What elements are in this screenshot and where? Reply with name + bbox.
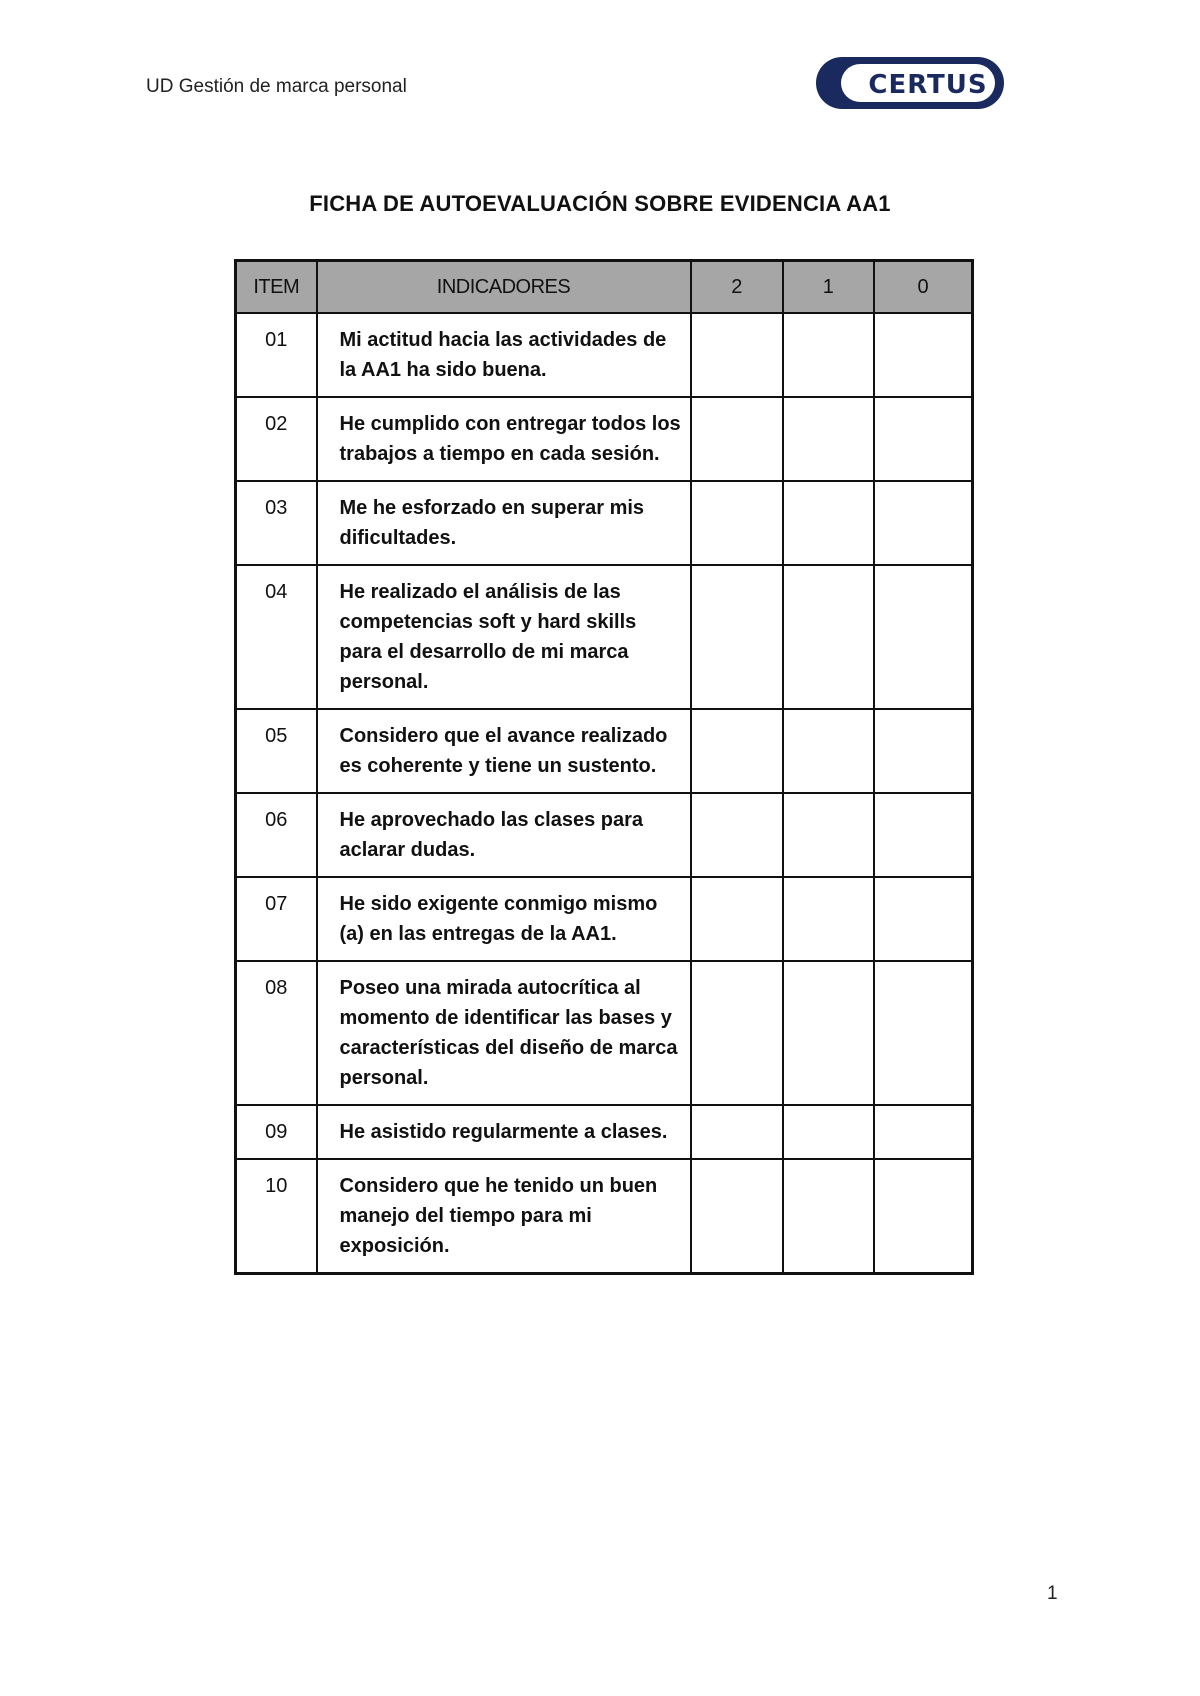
item-number: 04 — [236, 565, 317, 709]
indicator-text: He aprovechado las clases para aclarar dudas. — [317, 793, 691, 877]
score-1-cell[interactable] — [783, 1105, 874, 1159]
column-header-item: ITEM — [236, 261, 317, 314]
score-0-cell[interactable] — [874, 481, 973, 565]
certus-logo — [814, 55, 1006, 111]
indicator-text: Considero que he tenido un buen manejo del tiempo para mi exposición. — [317, 1159, 691, 1274]
item-number: 01 — [236, 313, 317, 397]
table-row — [236, 877, 973, 961]
column-header-score-0: 0 — [874, 261, 973, 314]
score-2-cell[interactable] — [691, 877, 783, 961]
score-1-cell[interactable] — [783, 1159, 874, 1274]
score-0-cell[interactable] — [874, 793, 973, 877]
indicator-text: Mi actitud hacia las actividades de la AA1 ha sido buena. — [317, 313, 691, 397]
item-number: 06 — [236, 793, 317, 877]
item-number: 05 — [236, 709, 317, 793]
score-2-cell[interactable] — [691, 313, 783, 397]
indicator-text: He sido exigente conmigo mismo (a) en las entregas de la AA1. — [317, 877, 691, 961]
score-0-cell[interactable] — [874, 565, 973, 709]
table-row — [236, 709, 973, 793]
indicator-text: Considero que el avance realizado es coherente y tiene un sustento. — [317, 709, 691, 793]
score-0-cell[interactable] — [874, 877, 973, 961]
score-2-cell[interactable] — [691, 709, 783, 793]
column-header-indicators: INDICADORES — [317, 261, 691, 314]
score-1-cell[interactable] — [783, 877, 874, 961]
score-0-cell[interactable] — [874, 313, 973, 397]
indicator-text: Poseo una mirada autocrítica al momento de identificar las bases y características del diseño de marca personal. — [317, 961, 691, 1105]
item-number: 08 — [236, 961, 317, 1105]
column-header-score-2: 2 — [691, 261, 783, 314]
indicator-text: He cumplido con entregar todos los trabajos a tiempo en cada sesión. — [317, 397, 691, 481]
item-number: 09 — [236, 1105, 317, 1159]
score-0-cell[interactable] — [874, 397, 973, 481]
item-number: 07 — [236, 877, 317, 961]
logo-text: CERTUS — [868, 70, 988, 100]
indicator-text: He realizado el análisis de las competencias soft y hard skills para el desarrollo de mi marca personal. — [317, 565, 691, 709]
score-2-cell[interactable] — [691, 397, 783, 481]
score-2-cell[interactable] — [691, 1105, 783, 1159]
score-1-cell[interactable] — [783, 481, 874, 565]
column-header-score-1: 1 — [783, 261, 874, 314]
score-1-cell[interactable] — [783, 565, 874, 709]
table-header-row — [236, 261, 973, 314]
score-1-cell[interactable] — [783, 313, 874, 397]
table-row — [236, 1159, 973, 1274]
table-row — [236, 1105, 973, 1159]
score-2-cell[interactable] — [691, 961, 783, 1105]
table-row — [236, 313, 973, 397]
score-2-cell[interactable] — [691, 1159, 783, 1274]
score-2-cell[interactable] — [691, 481, 783, 565]
item-number: 03 — [236, 481, 317, 565]
score-1-cell[interactable] — [783, 709, 874, 793]
score-0-cell[interactable] — [874, 961, 973, 1105]
score-1-cell[interactable] — [783, 397, 874, 481]
score-0-cell[interactable] — [874, 1159, 973, 1274]
indicator-text: Me he esforzado en superar mis dificultades. — [317, 481, 691, 565]
table-row — [236, 397, 973, 481]
score-2-cell[interactable] — [691, 793, 783, 877]
indicator-text: He asistido regularmente a clases. — [317, 1105, 691, 1159]
score-0-cell[interactable] — [874, 1105, 973, 1159]
item-number: 02 — [236, 397, 317, 481]
table-row — [236, 961, 973, 1105]
page-number: 1 — [1047, 1583, 1058, 1604]
table-row — [236, 481, 973, 565]
item-number: 10 — [236, 1159, 317, 1274]
table-row — [236, 565, 973, 709]
form-title: FICHA DE AUTOEVALUACIÓN SOBRE EVIDENCIA AA1 — [309, 191, 891, 216]
unit-title: UD Gestión de marca personal — [146, 76, 407, 97]
self-evaluation-table — [234, 259, 974, 1275]
score-0-cell[interactable] — [874, 709, 973, 793]
score-1-cell[interactable] — [783, 793, 874, 877]
score-1-cell[interactable] — [783, 961, 874, 1105]
table-row — [236, 793, 973, 877]
score-2-cell[interactable] — [691, 565, 783, 709]
